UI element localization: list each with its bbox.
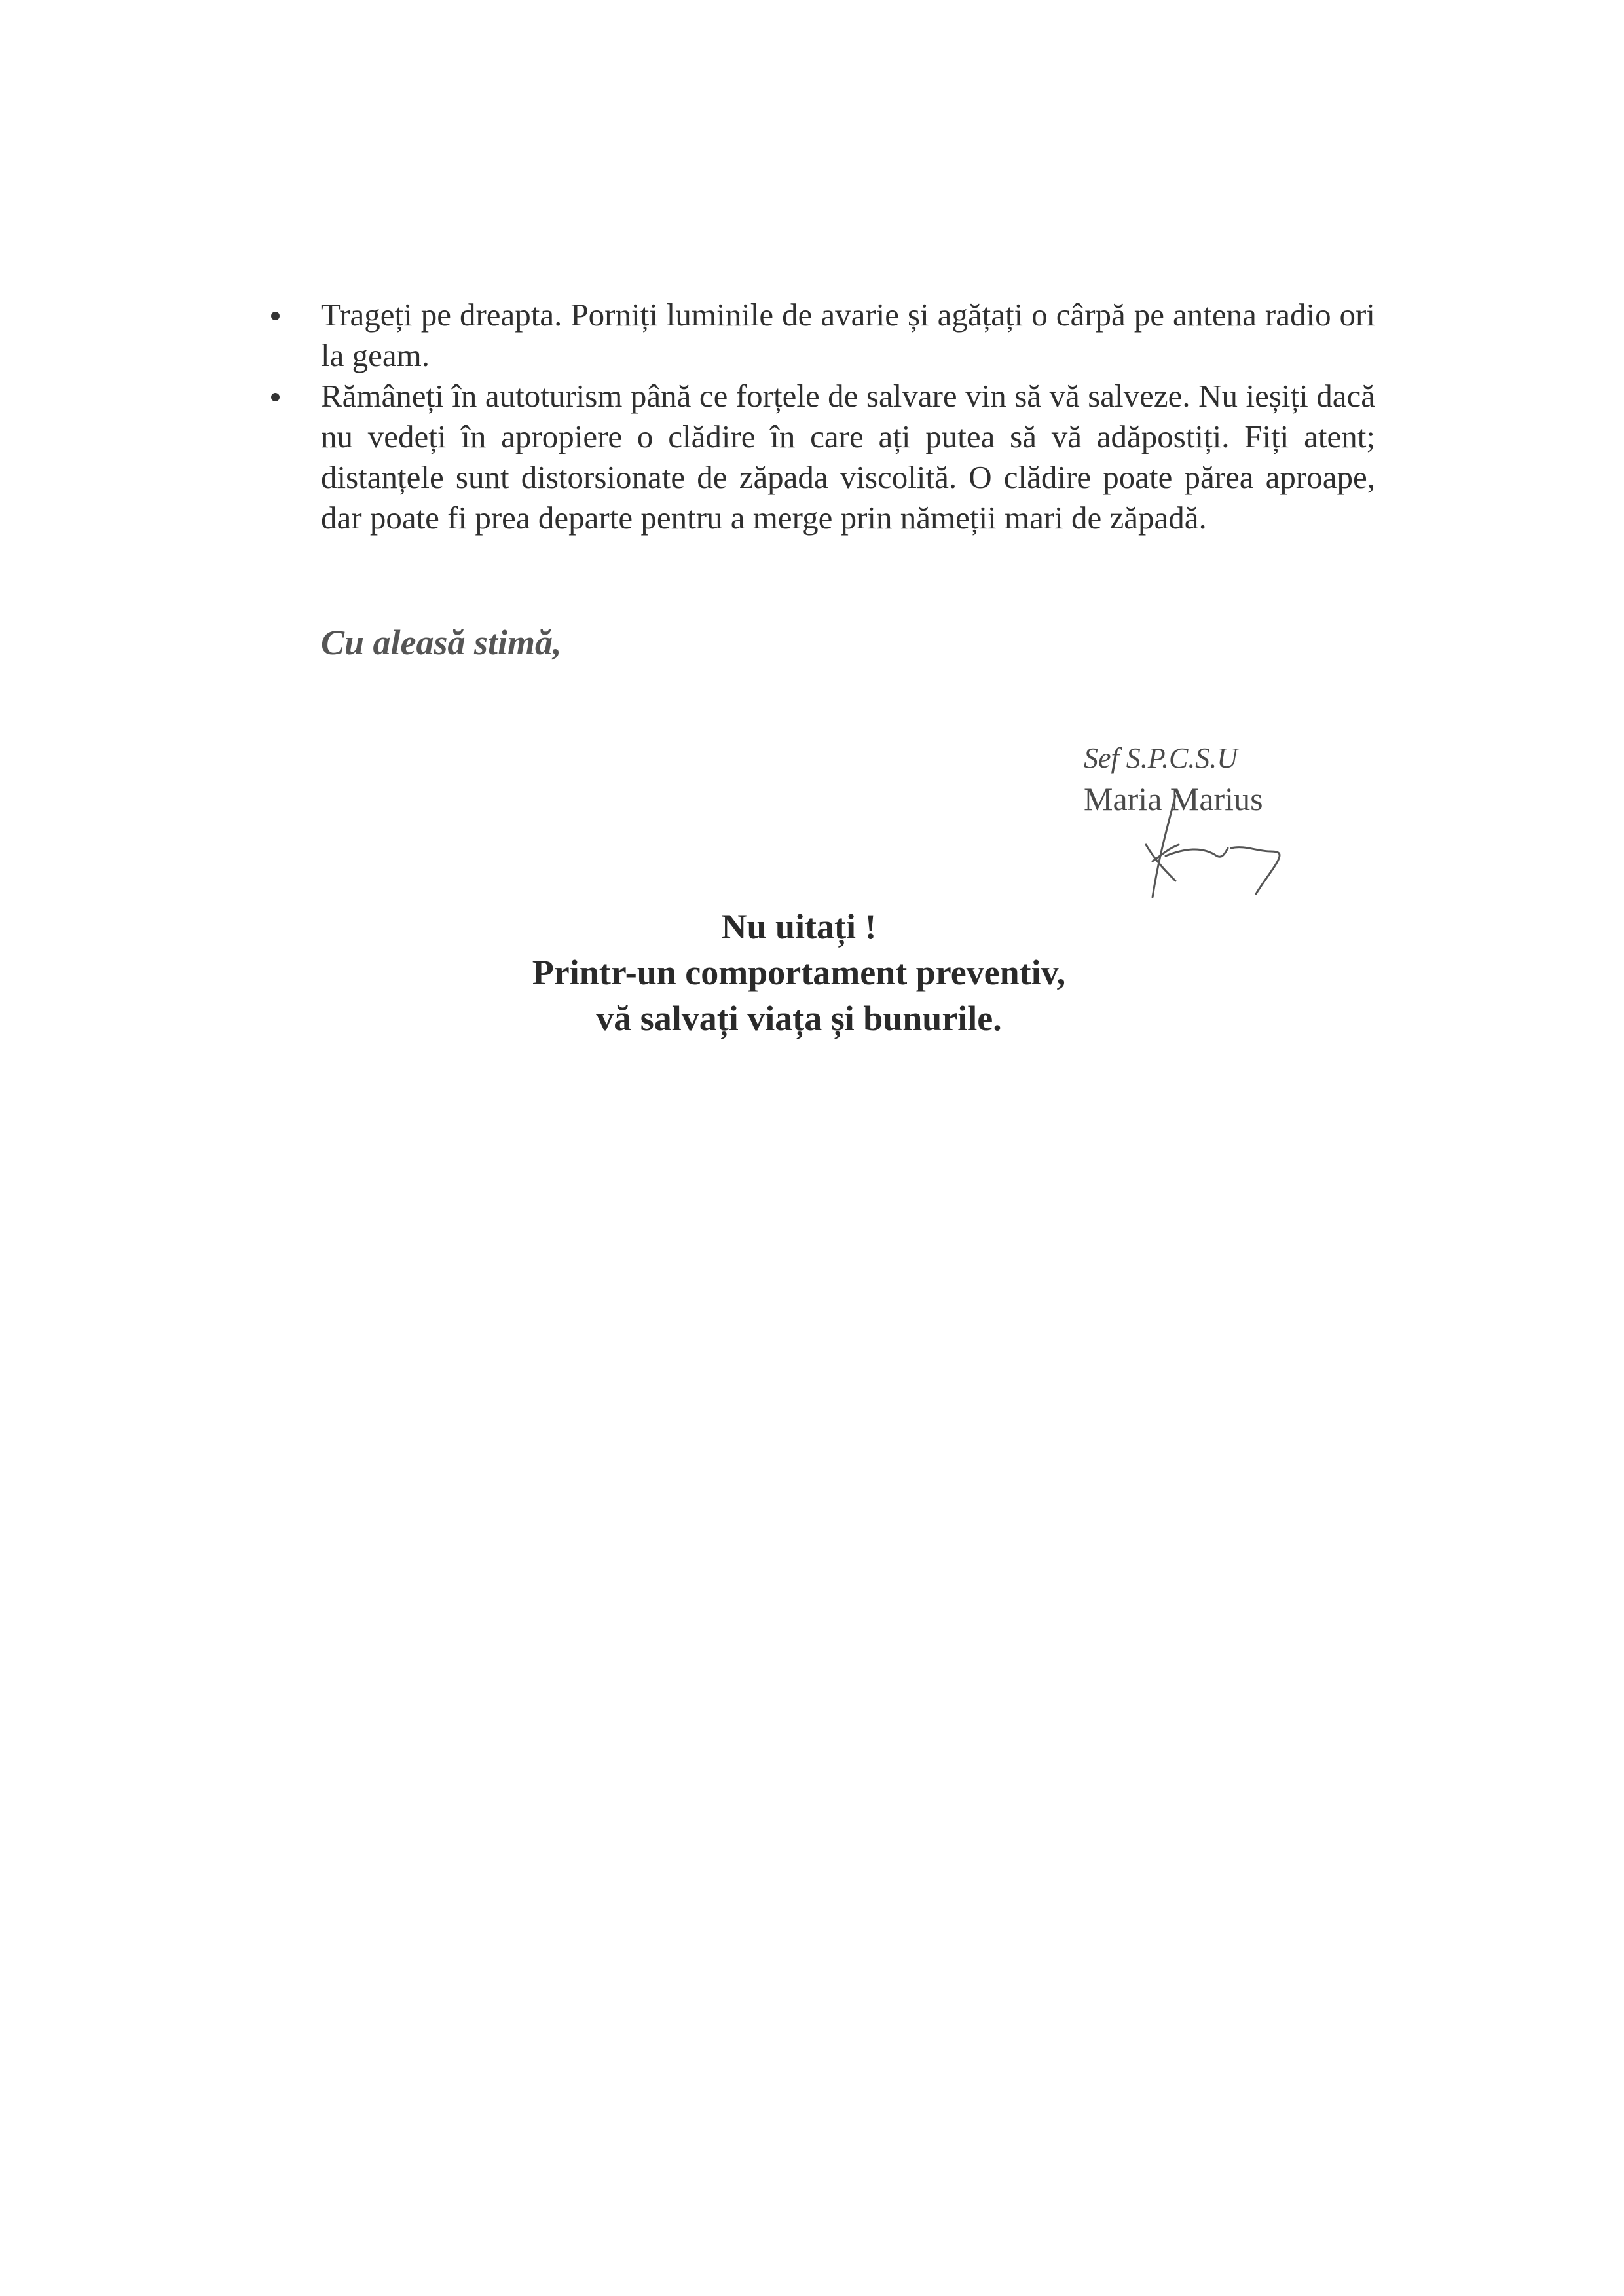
list-item	[262, 295, 1375, 376]
reminder-line-1: Nu uitați !	[721, 907, 877, 946]
bullet-icon	[271, 312, 280, 320]
closing-salutation: Cu aleasă stimă,	[321, 623, 562, 662]
instruction-list	[262, 295, 1375, 538]
bullet-icon	[271, 393, 280, 401]
signer-title: Sef S.P.C.S.U	[1084, 742, 1238, 774]
reminder-line-2: Printr-un comportament preventiv,	[532, 953, 1066, 992]
reminder-message	[419, 904, 1179, 1041]
signer-name: Maria Marius	[1084, 781, 1263, 817]
list-item	[262, 376, 1375, 538]
list-item-text: Trageți pe dreapta. Porniți luminile de avarie și agățați o cârpă pe antena radio ori la geam.	[321, 297, 1375, 373]
handwritten-signature	[1139, 783, 1310, 914]
list-item-text: Rămâneți în autoturism până ce forțele de salvare vin să vă salveze. Nu ieșiți dacă nu vedeți în apropiere o clădire în care ați putea să vă adăpostiți. Fiți atent; distanțele sunt distorsionate de zăpada viscolită. O clădire poate părea aproape, dar poate fi prea departe pentru a merge prin nămeții mari de zăpadă.	[321, 378, 1375, 536]
reminder-line-3: vă salvați viața și bunurile.	[596, 999, 1002, 1038]
